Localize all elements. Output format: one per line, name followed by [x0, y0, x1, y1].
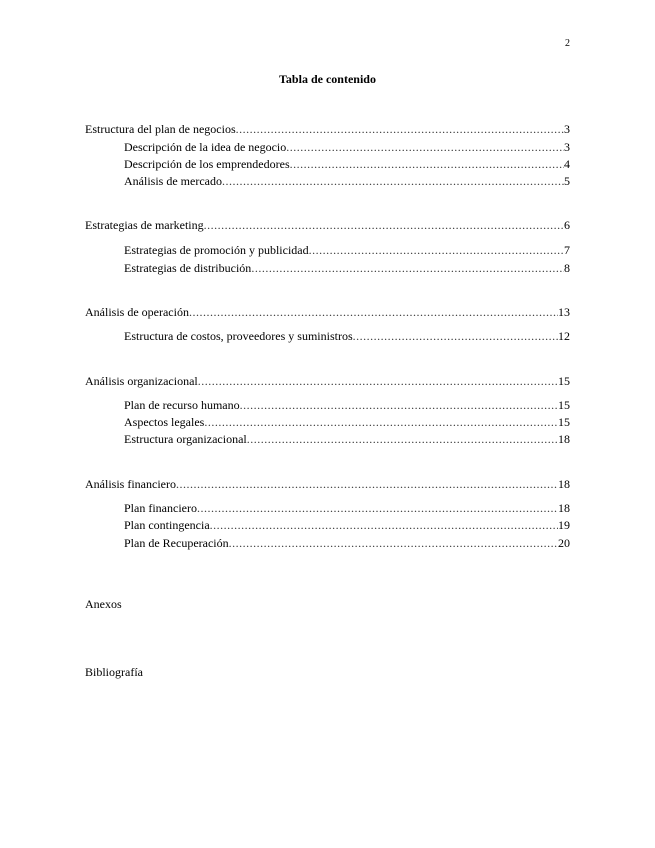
leader-dots — [222, 174, 564, 188]
toc-page: 7 — [564, 243, 570, 257]
toc-label: Estructura del plan de negocios — [85, 122, 236, 136]
toc-entry[interactable] — [124, 415, 570, 429]
toc-label: Aspectos legales — [124, 415, 205, 429]
bibliografia-heading[interactable]: Bibliografía — [85, 665, 143, 679]
leader-dots — [198, 374, 558, 388]
toc-page: 15 — [558, 398, 570, 412]
anexos-heading[interactable]: Anexos — [85, 597, 122, 611]
toc-label: Estructura organizacional — [124, 432, 247, 446]
toc-entry[interactable] — [124, 157, 570, 171]
toc-page: 12 — [558, 329, 570, 343]
toc-entry[interactable] — [85, 374, 570, 388]
toc-page: 3 — [564, 140, 570, 154]
toc-label: Análisis de mercado — [124, 174, 222, 188]
toc-page: 4 — [564, 157, 570, 171]
toc-label: Plan financiero — [124, 501, 197, 515]
page-number: 2 — [565, 38, 570, 49]
toc-entry[interactable] — [124, 140, 570, 154]
toc-entry[interactable] — [124, 398, 570, 412]
toc-entry[interactable] — [124, 261, 570, 275]
leader-dots — [204, 218, 564, 232]
toc-page: 18 — [558, 432, 570, 446]
toc-page: 19 — [558, 518, 570, 532]
toc-entry[interactable] — [124, 536, 570, 550]
toc-page: 18 — [558, 477, 570, 491]
toc-label: Estructura de costos, proveedores y suministros — [124, 329, 353, 343]
leader-dots — [353, 329, 558, 343]
toc-page: 18 — [558, 501, 570, 515]
leader-dots — [204, 415, 558, 429]
toc-entry[interactable] — [85, 305, 570, 319]
leader-dots — [309, 243, 564, 257]
toc-entry[interactable] — [85, 218, 570, 232]
toc-label: Estrategias de distribución — [124, 261, 252, 275]
toc-entry[interactable] — [85, 122, 570, 136]
leader-dots — [197, 501, 558, 515]
leader-dots — [247, 432, 558, 446]
leader-dots — [236, 122, 564, 136]
leader-dots — [189, 305, 558, 319]
leader-dots — [210, 518, 558, 532]
leader-dots — [176, 477, 558, 491]
toc-entry[interactable] — [124, 243, 570, 257]
leader-dots — [286, 140, 564, 154]
toc-page: 5 — [564, 174, 570, 188]
toc-label: Estrategias de marketing — [85, 218, 204, 232]
toc-label: Estrategias de promoción y publicidad — [124, 243, 309, 257]
toc-page: 8 — [564, 261, 570, 275]
toc-entry[interactable] — [124, 518, 570, 532]
toc-label: Plan de recurso humano — [124, 398, 240, 412]
toc-page: 15 — [558, 415, 570, 429]
toc-entry[interactable] — [124, 501, 570, 515]
toc-page: 6 — [564, 218, 570, 232]
toc-label: Plan de Recuperación — [124, 536, 229, 550]
leader-dots — [240, 398, 558, 412]
toc-page: 15 — [558, 374, 570, 388]
leader-dots — [290, 157, 564, 171]
toc-page: 13 — [558, 305, 570, 319]
toc-label: Análisis de operación — [85, 305, 189, 319]
toc-page: 3 — [564, 122, 570, 136]
toc-label: Análisis organizacional — [85, 374, 198, 388]
toc-entry[interactable] — [124, 174, 570, 188]
toc-entry[interactable] — [124, 329, 570, 343]
toc-label: Análisis financiero — [85, 477, 176, 491]
toc-entry[interactable] — [85, 477, 570, 491]
leader-dots — [229, 536, 558, 550]
leader-dots — [251, 261, 564, 275]
toc-entry[interactable] — [124, 432, 570, 446]
toc-page: 20 — [558, 536, 570, 550]
page-title: Tabla de contenido — [279, 72, 376, 86]
toc-label: Descripción de la idea de negocio — [124, 140, 287, 154]
toc-label: Plan contingencia — [124, 518, 210, 532]
toc-label: Descripción de los emprendedores — [124, 157, 290, 171]
